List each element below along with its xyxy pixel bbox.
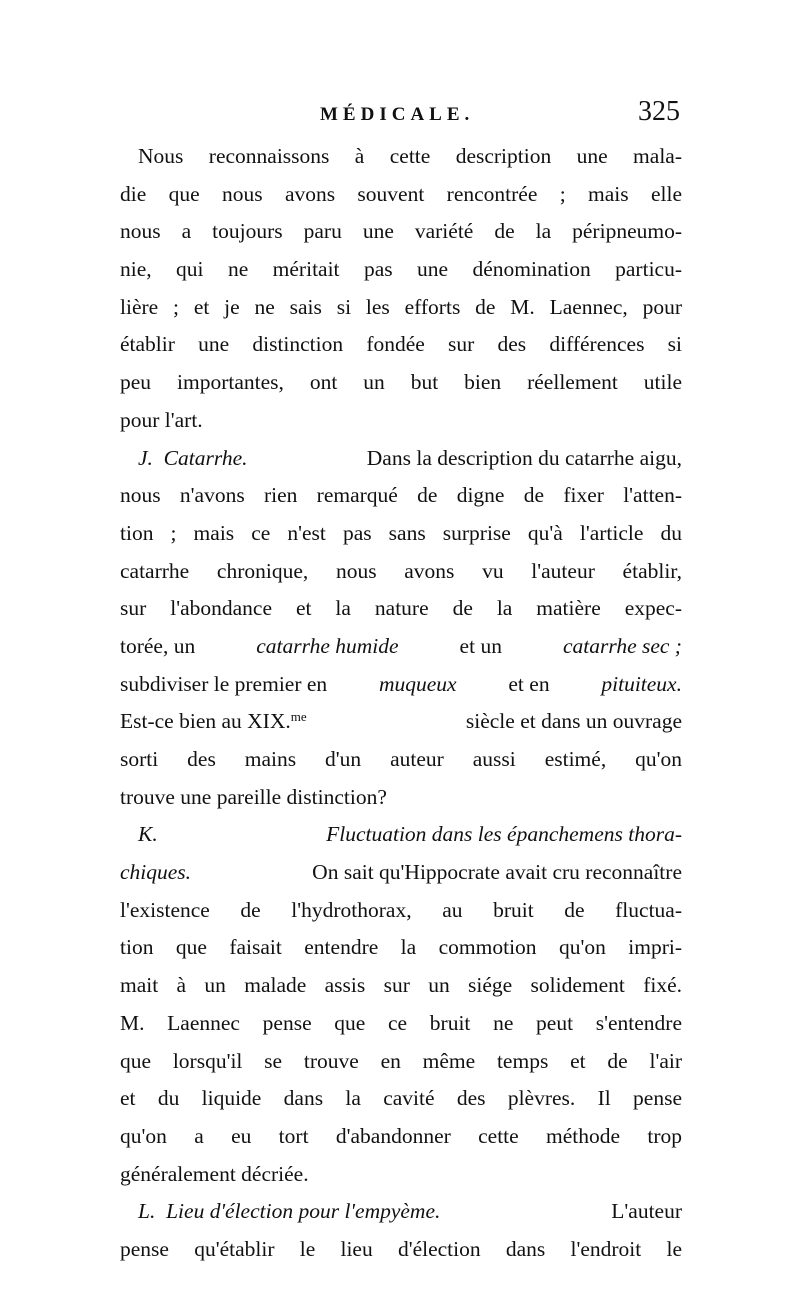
section-label: J. [138,445,153,470]
running-head [120,96,680,136]
text-segment: Dans la description du catarrhe aigu, [366,445,682,470]
text-line: Nous reconnaissons à cette description une mala- [138,144,682,168]
section-label: L. [138,1199,156,1224]
text-line: lière ; et je ne sais si les efforts de M. Laennec, pour [120,294,682,319]
text-line [120,666,682,704]
text-line: qu'on a eu tort d'abandonner cette méthode trop [120,1123,682,1148]
text-line: pense qu'établir le lieu d'élection dans l'endroit le [120,1236,682,1261]
text-line: trouve une pareille distinction? [120,784,387,809]
text-line: die que nous avons souvent rencontrée ; mais elle [120,181,682,206]
text-line: M. Laennec pense que ce bruit ne peut s'entendre [120,1010,682,1035]
text-segment: et un [459,633,502,658]
text-line: établir une distinction fondée sur des différences si [120,332,682,357]
text-line: tion que faisait entendre la commotion qu'on impri- [120,935,682,960]
text-line [120,816,682,854]
text-segment: On sait qu'Hippocrate avait cru reconnaître [312,860,682,885]
text-line [120,703,682,741]
italic-term: pituiteux. [601,671,682,696]
text-segment: L'auteur [611,1199,682,1224]
text-segment: et en [508,671,550,696]
text-segment: siècle et dans un ouvrage [465,709,682,734]
text-line: catarrhe chronique, nous avons vu l'auteur établir, [120,558,682,583]
text-line: nie, qui ne méritait pas une dénomination particu- [120,257,682,282]
text-line: nous a toujours paru une variété de la péripneumo- [120,219,682,244]
text-line: sur l'abondance et la nature de la matière expec- [120,596,682,621]
page-number: 325 [638,96,680,127]
text-segment: torée, un [120,633,196,658]
text-line [120,440,682,478]
text-line: pour l'art. [120,407,203,432]
italic-term: catarrhe humide [256,633,399,658]
text-line: peu importantes, ont un but bien réellement utile [120,370,682,395]
superscript: me [290,709,307,725]
text-line [120,628,682,666]
section-title: Fluctuation dans les épanchemens thora- [326,822,682,847]
section-label: K. [138,822,158,847]
text-line: que lorsqu'il se trouve en même temps et de l'air [120,1048,682,1073]
italic-term: catarrhe sec ; [562,633,682,658]
section-title: Lieu d'élection pour l'empyème. [166,1199,441,1224]
text-line: tion ; mais ce n'est pas sans surprise qu'à l'article du [120,520,682,545]
text-line [120,1193,682,1231]
running-title: MÉDICALE. [320,104,475,125]
text-segment: subdiviser le premier en [120,671,328,696]
section-title: Catarrhe. [163,445,248,470]
text-segment: Est-ce bien au XIX. [120,709,291,734]
text-line: généralement décriée. [120,1161,309,1186]
italic-term: muqueux [378,671,457,696]
text-line: mait à un malade assis sur un siége solidement fixé. [120,973,682,998]
body-text [120,138,682,1269]
text-line: l'existence de l'hydrothorax, au bruit de fluctua- [120,897,682,922]
text-line: nous n'avons rien remarqué de digne de fixer l'atten- [120,483,682,508]
text-line: sorti des mains d'un auteur aussi estimé, qu'on [120,747,682,771]
text-line [120,854,682,892]
section-title: chiques. [120,860,192,885]
text-line: et du liquide dans la cavité des plèvres. Il pense [120,1086,682,1111]
